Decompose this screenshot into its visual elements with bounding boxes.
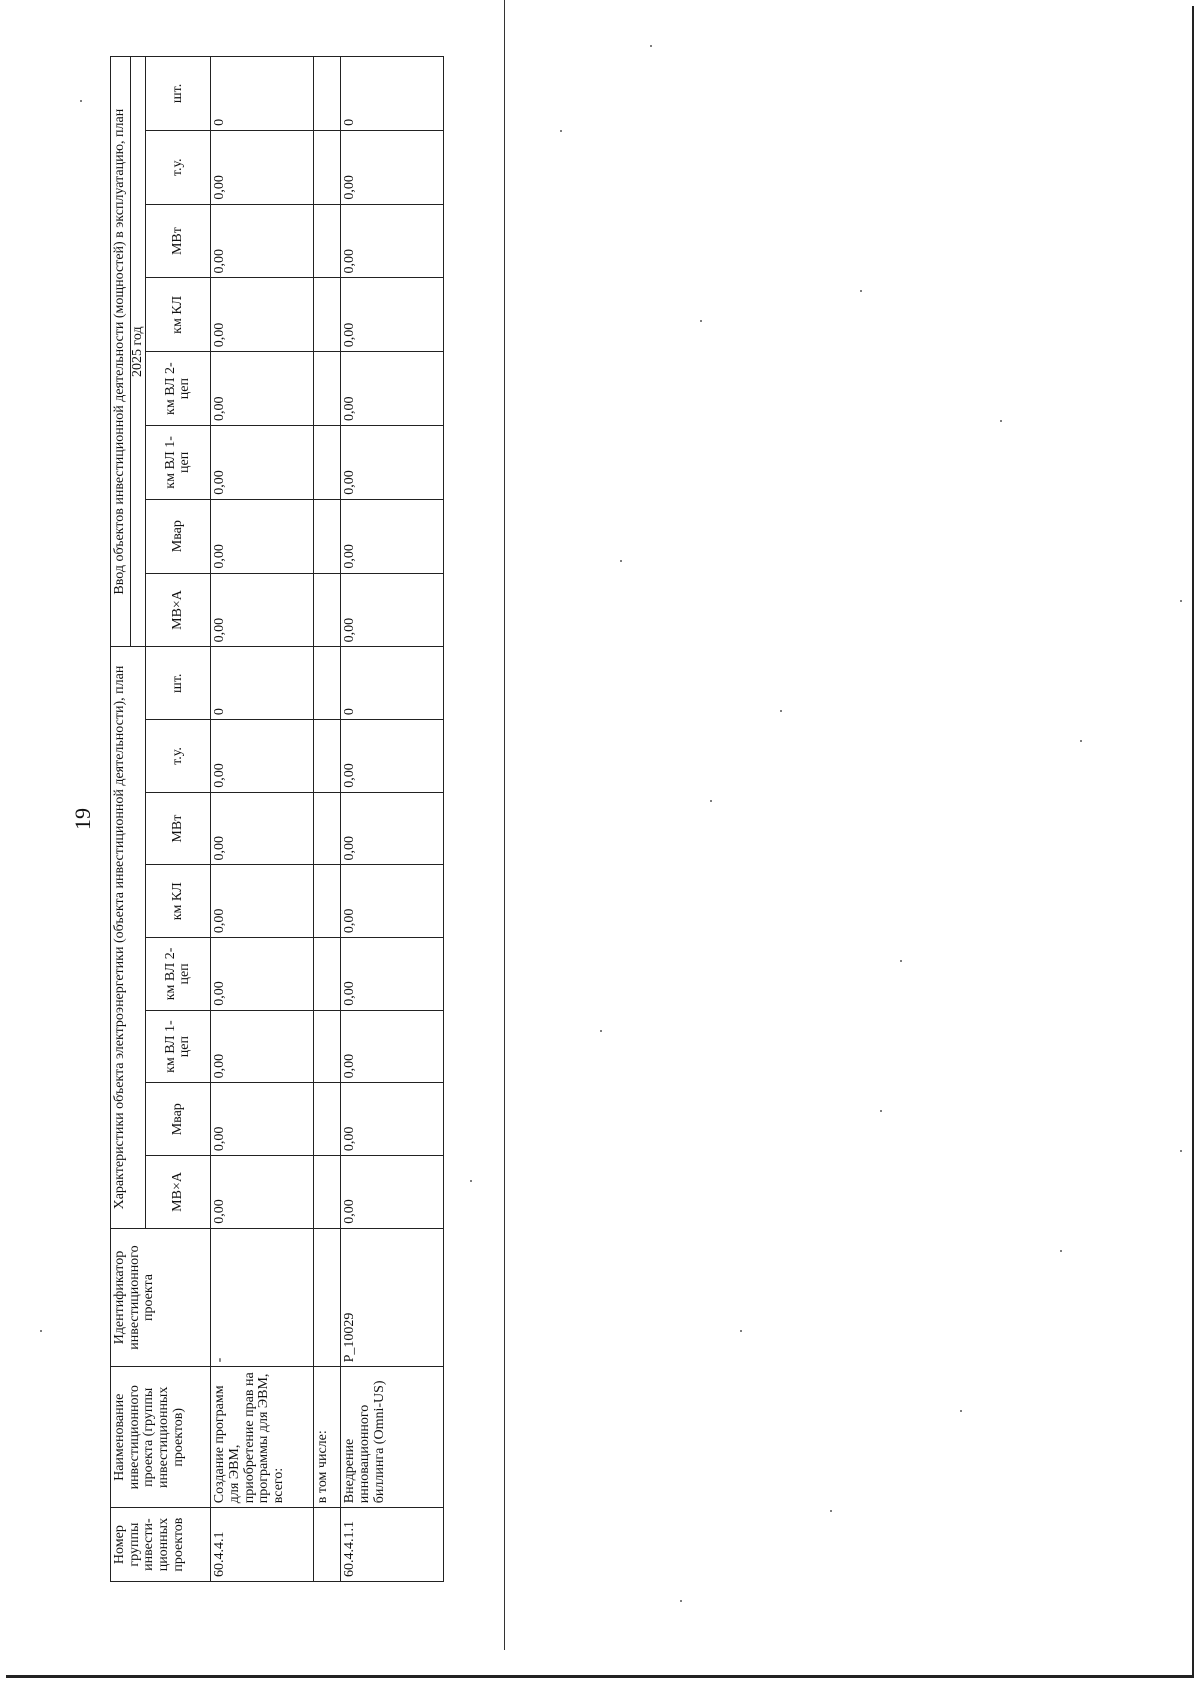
- value-cell: [314, 1010, 341, 1083]
- value-cell: 0,00: [211, 938, 314, 1011]
- row-number: 60.4.4.1: [211, 1508, 314, 1582]
- unit-cell: МВ×А: [146, 1156, 211, 1229]
- value-cell: 0,00: [211, 720, 314, 793]
- value-cell: [314, 720, 341, 793]
- header-commissioning: Ввод объектов инвестиционной деятельности (мощностей) в эксплуатацию, план: [111, 57, 131, 647]
- scan-speck: [1000, 420, 1002, 422]
- table-row: [314, 57, 341, 1582]
- unit-cell: МВт: [146, 792, 211, 865]
- header-project-name: Наименование инвестиционного проекта (группы инвестиционных проектов): [111, 1367, 211, 1508]
- value-cell: 0,00: [341, 426, 444, 500]
- value-cell: 0,00: [211, 865, 314, 938]
- scan-speck: [80, 100, 82, 102]
- scan-speck: [1180, 1150, 1182, 1152]
- value-cell: 0,00: [341, 720, 444, 793]
- value-cell: 0,00: [211, 426, 314, 500]
- row-identifier: [314, 1228, 341, 1367]
- rotated-table-block: [70, 56, 412, 1582]
- value-cell: 0: [341, 647, 444, 720]
- value-cell: 0,00: [211, 278, 314, 352]
- scan-speck: [1180, 600, 1182, 602]
- unit-cell: шт.: [146, 57, 211, 131]
- value-cell: 0: [211, 647, 314, 720]
- unit-cell: км КЛ: [146, 865, 211, 938]
- value-cell: [314, 278, 341, 352]
- scan-speck: [740, 1330, 742, 1332]
- value-cell: 0,00: [341, 204, 444, 278]
- row-subtotal-label: в том числе:: [314, 1367, 341, 1508]
- value-cell: [314, 204, 341, 278]
- scan-speck: [600, 1030, 602, 1032]
- value-cell: 0,00: [341, 130, 444, 204]
- header-characteristics: Характеристики объекта электроэнергетики (объекта инвестиционной деятельности), план: [111, 647, 146, 1228]
- unit-cell: Мвар: [146, 499, 211, 573]
- value-cell: 0,00: [341, 1156, 444, 1229]
- value-cell: 0,00: [211, 499, 314, 573]
- value-cell: [314, 499, 341, 573]
- scan-speck: [650, 45, 652, 47]
- value-cell: [314, 1156, 341, 1229]
- scan-speck: [620, 560, 622, 562]
- scan-speck: [780, 710, 782, 712]
- table-row: [341, 57, 444, 1582]
- scan-speck: [1060, 1250, 1062, 1252]
- value-cell: 0: [341, 57, 444, 131]
- unit-cell: МВ×А: [146, 573, 211, 647]
- value-cell: [314, 352, 341, 426]
- value-cell: 0: [211, 57, 314, 131]
- value-cell: 0,00: [341, 865, 444, 938]
- value-cell: 0,00: [211, 1083, 314, 1156]
- value-cell: 0,00: [211, 204, 314, 278]
- value-cell: [314, 426, 341, 500]
- investment-table: [110, 56, 444, 1582]
- scan-speck: [710, 800, 712, 802]
- unit-cell: км ВЛ 2-цеп: [146, 938, 211, 1011]
- page-fold-line: [504, 0, 505, 1650]
- value-cell: 0,00: [341, 938, 444, 1011]
- table-row: [211, 57, 314, 1582]
- page-number: 19: [70, 808, 95, 830]
- unit-cell: т.у.: [146, 720, 211, 793]
- value-cell: 0,00: [211, 573, 314, 647]
- header-identifier: Идентификатор инвестиционного проекта: [111, 1228, 211, 1367]
- value-cell: 0,00: [341, 352, 444, 426]
- row-identifier: P_10029: [341, 1228, 444, 1367]
- scan-speck: [900, 960, 902, 962]
- value-cell: 0,00: [341, 499, 444, 573]
- scan-speck: [700, 320, 702, 322]
- value-cell: [314, 130, 341, 204]
- row-number: [314, 1508, 341, 1582]
- header-year: 2025 год: [130, 57, 146, 647]
- value-cell: [314, 57, 341, 131]
- value-cell: [314, 792, 341, 865]
- row-number: 60.4.4.1.1: [341, 1508, 444, 1582]
- scan-speck: [40, 1330, 42, 1332]
- value-cell: [314, 573, 341, 647]
- value-cell: 0,00: [211, 1156, 314, 1229]
- value-cell: [314, 647, 341, 720]
- scan-speck: [830, 1510, 832, 1512]
- value-cell: [314, 1083, 341, 1156]
- unit-cell: шт.: [146, 647, 211, 720]
- value-cell: 0,00: [341, 1083, 444, 1156]
- value-cell: 0,00: [341, 278, 444, 352]
- unit-cell: Мвар: [146, 1083, 211, 1156]
- row-name: Внедрение инновационного биллинга (Omni-US): [341, 1367, 444, 1508]
- unit-cell: МВт: [146, 204, 211, 278]
- header-group-number: Номер группы инвести-ционных проектов: [111, 1508, 211, 1582]
- value-cell: 0,00: [341, 792, 444, 865]
- value-cell: 0,00: [341, 1010, 444, 1083]
- row-identifier: -: [211, 1228, 314, 1367]
- row-name: Создание программ для ЭВМ, приобретение прав на программы для ЭВМ, всего:: [211, 1367, 314, 1508]
- value-cell: [314, 865, 341, 938]
- unit-cell: км КЛ: [146, 278, 211, 352]
- value-cell: 0,00: [341, 573, 444, 647]
- value-cell: 0,00: [211, 352, 314, 426]
- scan-speck: [560, 130, 562, 132]
- unit-cell: км ВЛ 1-цеп: [146, 426, 211, 500]
- value-cell: 0,00: [211, 1010, 314, 1083]
- unit-cell: т.у.: [146, 130, 211, 204]
- unit-cell: км ВЛ 1-цеп: [146, 1010, 211, 1083]
- scan-speck: [680, 1600, 682, 1602]
- scan-speck: [1080, 740, 1082, 742]
- unit-cell: км ВЛ 2-цеп: [146, 352, 211, 426]
- scan-speck: [880, 1110, 882, 1112]
- value-cell: 0,00: [211, 792, 314, 865]
- value-cell: 0,00: [211, 130, 314, 204]
- scan-speck: [470, 1180, 472, 1182]
- scan-speck: [860, 290, 862, 292]
- value-cell: [314, 938, 341, 1011]
- scan-speck: [960, 1410, 962, 1412]
